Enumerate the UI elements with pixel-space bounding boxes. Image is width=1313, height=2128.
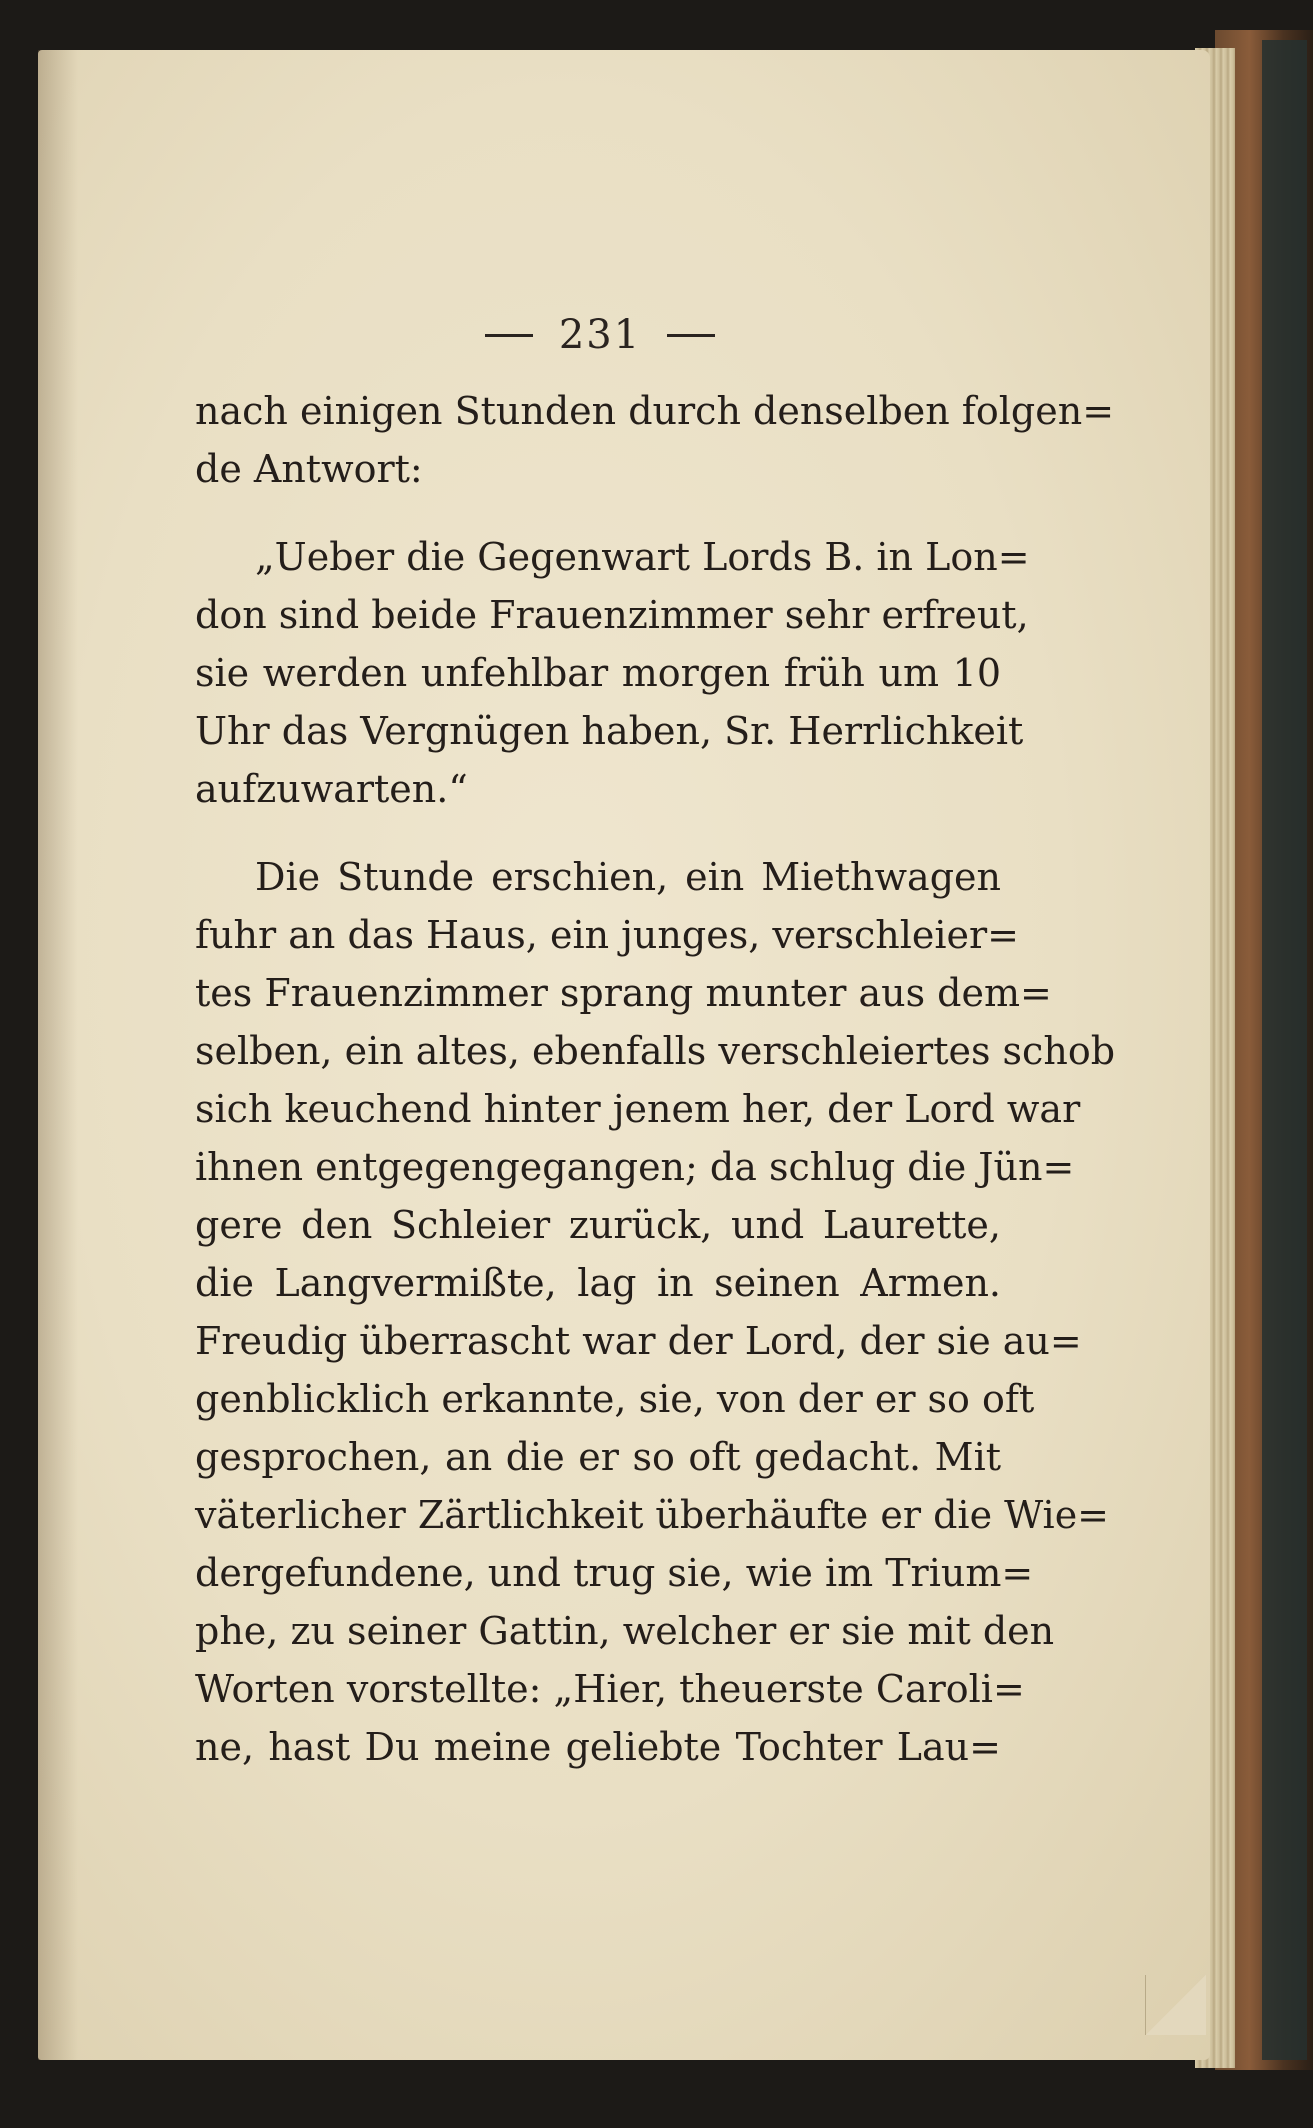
text-line: die Langvermißte, lag in seinen Armen.: [195, 1261, 1001, 1305]
text-line: aufzuwarten.“: [195, 767, 468, 811]
page-corner-fold: [1145, 1975, 1206, 2035]
text-line: ihnen entgegengegangen; da schlug die Jün=: [195, 1145, 1075, 1189]
text-line: väterlicher Zärtlichkeit überhäufte er die Wie=: [195, 1493, 1110, 1537]
text-line: Freudig überrascht war der Lord, der sie au=: [195, 1319, 1082, 1363]
text-line: selben, ein altes, ebenfalls verschleiertes schob: [195, 1029, 1116, 1073]
text-line: Worten vorstellte: „Hier, theuerste Caroli=: [195, 1667, 1025, 1711]
text-line: fuhr an das Haus, ein junges, verschleier=: [195, 913, 1020, 957]
gutter-shadow: [38, 50, 78, 2060]
paragraph-gap: [195, 818, 1001, 848]
book-cover-edge: [1262, 40, 1307, 2060]
header-dash-left: [485, 334, 533, 337]
text-line: sie werden unfehlbar morgen früh um 10: [195, 651, 1001, 695]
text-line: ne, hast Du meine geliebte Tochter Lau=: [195, 1725, 1001, 1769]
text-line: Die Stunde erschien, ein Miethwagen: [255, 855, 1001, 899]
text-line: genblicklich erkannte, sie, von der er so oft: [195, 1377, 1035, 1421]
text-line: sich keuchend hinter jenem her, der Lord war: [195, 1087, 1081, 1131]
text-line: phe, zu seiner Gattin, welcher er sie mit den: [195, 1609, 1055, 1653]
header-dash-right: [667, 334, 715, 337]
text-line: don sind beide Frauenzimmer sehr erfreut,: [195, 593, 1029, 637]
text-line: gere den Schleier zurück, und Laurette,: [195, 1203, 1001, 1247]
text-line: tes Frauenzimmer sprang munter aus dem=: [195, 971, 1052, 1015]
page-header: [450, 300, 750, 370]
text-line: Uhr das Vergnügen haben, Sr. Herrlichkeit: [195, 709, 1024, 753]
text-line: de Antwort:: [195, 447, 423, 491]
text-line: dergefundene, und trug sie, wie im Trium=: [195, 1551, 1034, 1595]
text-line: gesprochen, an die er so oft gedacht. Mit: [195, 1435, 1001, 1479]
page-number: 231: [558, 312, 642, 358]
body-text: [195, 382, 1116, 1776]
text-line: nach einigen Stunden durch denselben folgen=: [195, 389, 1115, 433]
text-line: „Ueber die Gegenwart Lords B. in Lon=: [255, 535, 1030, 579]
paragraph-gap: [195, 498, 1001, 528]
